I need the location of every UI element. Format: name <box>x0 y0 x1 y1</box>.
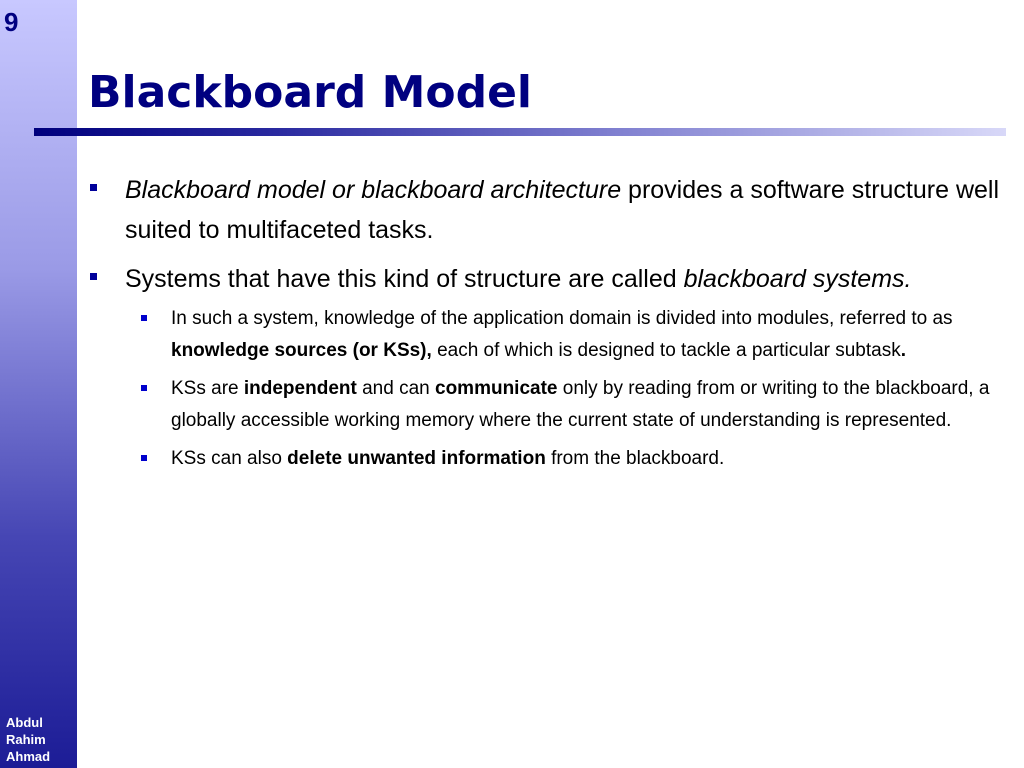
bullet-italic-term: Blackboard model or blackboard architecture <box>125 176 622 204</box>
bullet-italic-term: blackboard systems. <box>683 265 912 293</box>
sub-bullet-list <box>88 303 1008 475</box>
author-credit <box>6 714 72 765</box>
bullet-item <box>88 259 1008 475</box>
slide-title: Blackboard Model <box>88 67 533 118</box>
author-line-first: Abdul <box>6 715 43 730</box>
sub-bullet-bold: communicate <box>435 378 558 399</box>
sub-bullet-item <box>88 443 1008 475</box>
sidebar-band <box>0 0 77 768</box>
sub-bullet-bold: knowledge sources (or KSs), <box>171 340 432 361</box>
author-line-last: Ahmad <box>6 749 51 764</box>
sub-bullet-text: and can <box>356 378 435 399</box>
bullet-item <box>88 170 1008 250</box>
sub-bullet-bold: . <box>900 340 907 361</box>
sub-bullet-text: only by reading from or writing to the blackboard, a globally accessible working memory where the current state of understanding is represented. <box>171 378 990 431</box>
author-line-middle: Rahim <box>6 732 46 747</box>
sub-bullet-bold: delete unwanted information <box>287 448 546 469</box>
bullet-list <box>88 170 1008 475</box>
sub-bullet-item <box>88 373 1008 437</box>
bullet-text: Systems that have this kind of structure are called <box>125 265 684 293</box>
sub-bullet-text: from the blackboard. <box>545 448 725 469</box>
slide-body <box>88 170 1008 484</box>
sub-bullet-text: KSs can also <box>171 448 288 469</box>
sub-bullet-text: KSs are <box>171 378 244 399</box>
sub-bullet-bold: independent <box>243 378 357 399</box>
sub-bullet-text: In such a system, knowledge of the application domain is divided into modules, referred to as <box>171 308 953 329</box>
title-underline-rule <box>34 128 1006 136</box>
sub-bullet-item <box>88 303 1008 367</box>
sub-bullet-text: each of which is designed to tackle a particular subtask <box>431 340 901 361</box>
bullet-text: provides a software structure well suited to multifaceted tasks. <box>125 176 1000 244</box>
slide-number: 9 <box>4 7 19 37</box>
